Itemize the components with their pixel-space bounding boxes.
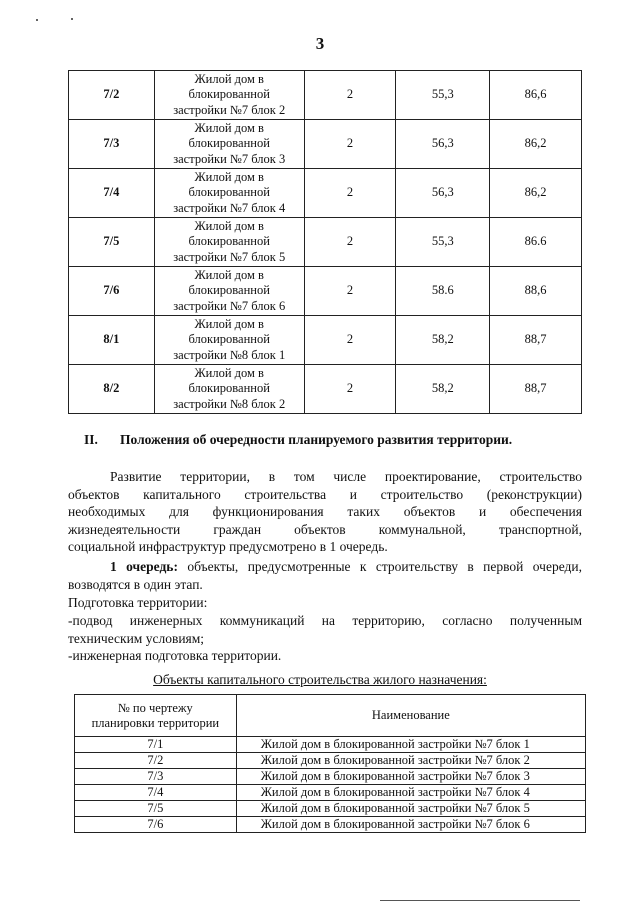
object-name: Жилой дом в блокированной застройки №7 блок 5: [236, 801, 585, 817]
object-number: 7/5: [69, 218, 155, 267]
object-name-line: Жилой дом в: [194, 71, 264, 86]
table-row: [75, 753, 586, 769]
paragraph-line: техническим условиям;: [68, 630, 205, 646]
drawing-number: 7/6: [75, 817, 237, 833]
object-number: 7/4: [69, 169, 155, 218]
objects-table-title: [0, 672, 640, 688]
floors-value: 2: [304, 218, 396, 267]
scan-speck: [36, 19, 38, 21]
area-value: 88,7: [490, 316, 582, 365]
section-heading: [84, 432, 584, 448]
table-row: [75, 801, 586, 817]
object-name-line: Жилой дом в: [194, 316, 264, 331]
table-row: [69, 218, 582, 267]
area-value: 58,2: [396, 365, 490, 414]
area-value: 86,2: [490, 169, 582, 218]
object-name-line: застройки №7 блок 6: [173, 298, 286, 313]
object-name: [154, 267, 304, 316]
floors-value: 2: [304, 365, 396, 414]
drawing-number: 7/2: [75, 753, 237, 769]
object-name: [154, 169, 304, 218]
floors-value: 2: [304, 71, 396, 120]
object-name-line: блокированной: [188, 136, 270, 151]
header-line: планировки территории: [91, 715, 220, 730]
floors-value: 2: [304, 169, 396, 218]
paragraph-line: Развитие территории, в том числе проектирование, строительство: [110, 469, 582, 484]
object-name-line: блокированной: [188, 332, 270, 347]
object-name: Жилой дом в блокированной застройки №7 блок 3: [236, 769, 585, 785]
object-name: [154, 365, 304, 414]
table-row: [75, 769, 586, 785]
object-name-line: Жилой дом в: [194, 365, 264, 380]
header-drawing-number: [75, 695, 237, 737]
area-value: 56,3: [396, 120, 490, 169]
area-value: 88,7: [490, 365, 582, 414]
area-value: 86,6: [490, 71, 582, 120]
drawing-number: 7/3: [75, 769, 237, 785]
object-name-line: Жилой дом в: [194, 169, 264, 184]
drawing-number: 7/1: [75, 737, 237, 753]
area-value: 86,2: [490, 120, 582, 169]
table-row: [69, 71, 582, 120]
paragraph-line: объектов капитального строительства и строительство (реконструкции): [68, 486, 582, 502]
object-number: 7/3: [69, 120, 155, 169]
development-paragraph: [68, 468, 582, 556]
object-name: [154, 316, 304, 365]
object-name: Жилой дом в блокированной застройки №7 блок 2: [236, 753, 585, 769]
object-name-line: застройки №8 блок 1: [173, 347, 286, 362]
object-name-line: блокированной: [188, 87, 270, 102]
floors-value: 2: [304, 316, 396, 365]
first-stage-paragraph: [68, 558, 582, 593]
objects-table-title-text: Объекты капитального строительства жилого назначения:: [153, 672, 487, 687]
floors-value: 2: [304, 267, 396, 316]
houses-parameters-table: [68, 70, 582, 414]
table-row: [69, 316, 582, 365]
footer-line: [380, 900, 580, 901]
floors-value: 2: [304, 120, 396, 169]
object-number: 8/2: [69, 365, 155, 414]
paragraph-line: [68, 558, 582, 576]
table-header-row: [75, 695, 586, 737]
area-value: 58.6: [396, 267, 490, 316]
paragraph-line: жизнедеятельности граждан объектов коммунальной, транспортной,: [68, 521, 582, 537]
page-number: 3: [315, 34, 325, 53]
object-name-line: блокированной: [188, 234, 270, 249]
area-value: 58,2: [396, 316, 490, 365]
paragraph-line: -подвод инженерных коммуникаций на территорию, согласно полученным: [68, 613, 582, 628]
object-name-line: Жилой дом в: [194, 218, 264, 233]
table-row: [69, 120, 582, 169]
header-line: № по чертежу: [117, 700, 193, 715]
object-name-line: блокированной: [188, 185, 270, 200]
section-title: Положения об очередности планируемого развития территории.: [120, 432, 513, 447]
area-value: 55,3: [396, 218, 490, 267]
table-row: [69, 169, 582, 218]
object-number: 7/2: [69, 71, 155, 120]
table-row: [75, 737, 586, 753]
preparation-item: [68, 612, 582, 647]
object-name-line: застройки №7 блок 3: [173, 151, 286, 166]
section-number: II.: [84, 432, 98, 447]
first-stage-label: 1 очередь:: [110, 559, 178, 574]
object-name: [154, 120, 304, 169]
object-name-line: застройки №7 блок 5: [173, 249, 286, 264]
area-value: 56,3: [396, 169, 490, 218]
object-number: 8/1: [69, 316, 155, 365]
paragraph-line: необходимых для функционирования таких объектов и обеспечения: [68, 504, 582, 519]
drawing-number: 7/4: [75, 785, 237, 801]
object-name-line: застройки №7 блок 4: [173, 200, 286, 215]
table-row: [69, 365, 582, 414]
object-number: 7/6: [69, 267, 155, 316]
object-name-line: Жилой дом в: [194, 267, 264, 282]
object-name-line: Жилой дом в: [194, 120, 264, 135]
object-name: Жилой дом в блокированной застройки №7 блок 1: [236, 737, 585, 753]
object-name-line: застройки №7 блок 2: [173, 102, 286, 117]
object-name-line: блокированной: [188, 283, 270, 298]
table-row: [69, 267, 582, 316]
first-stage-text: объекты, предусмотренные к строительству в первой очереди,: [177, 559, 582, 574]
object-name-line: застройки №8 блок 2: [173, 396, 286, 411]
area-value: 88,6: [490, 267, 582, 316]
drawing-number: 7/5: [75, 801, 237, 817]
area-value: 55,3: [396, 71, 490, 120]
territory-preparation-heading: Подготовка территории:: [68, 595, 208, 610]
object-name: Жилой дом в блокированной застройки №7 блок 6: [236, 817, 585, 833]
paragraph-line: социальной инфраструктур предусмотрено в 1 очередь.: [68, 539, 388, 554]
preparation-item: -инженерная подготовка территории.: [68, 648, 282, 663]
object-name-line: блокированной: [188, 381, 270, 396]
scan-speck: [71, 18, 73, 20]
residential-objects-table: [74, 694, 586, 833]
object-name: [154, 218, 304, 267]
header-name: Наименование: [236, 695, 585, 737]
area-value: 86.6: [490, 218, 582, 267]
table-row: [75, 785, 586, 801]
table-row: [75, 817, 586, 833]
object-name: Жилой дом в блокированной застройки №7 блок 4: [236, 785, 585, 801]
paragraph-line: возводятся в один этап.: [68, 576, 203, 592]
object-name: [154, 71, 304, 120]
